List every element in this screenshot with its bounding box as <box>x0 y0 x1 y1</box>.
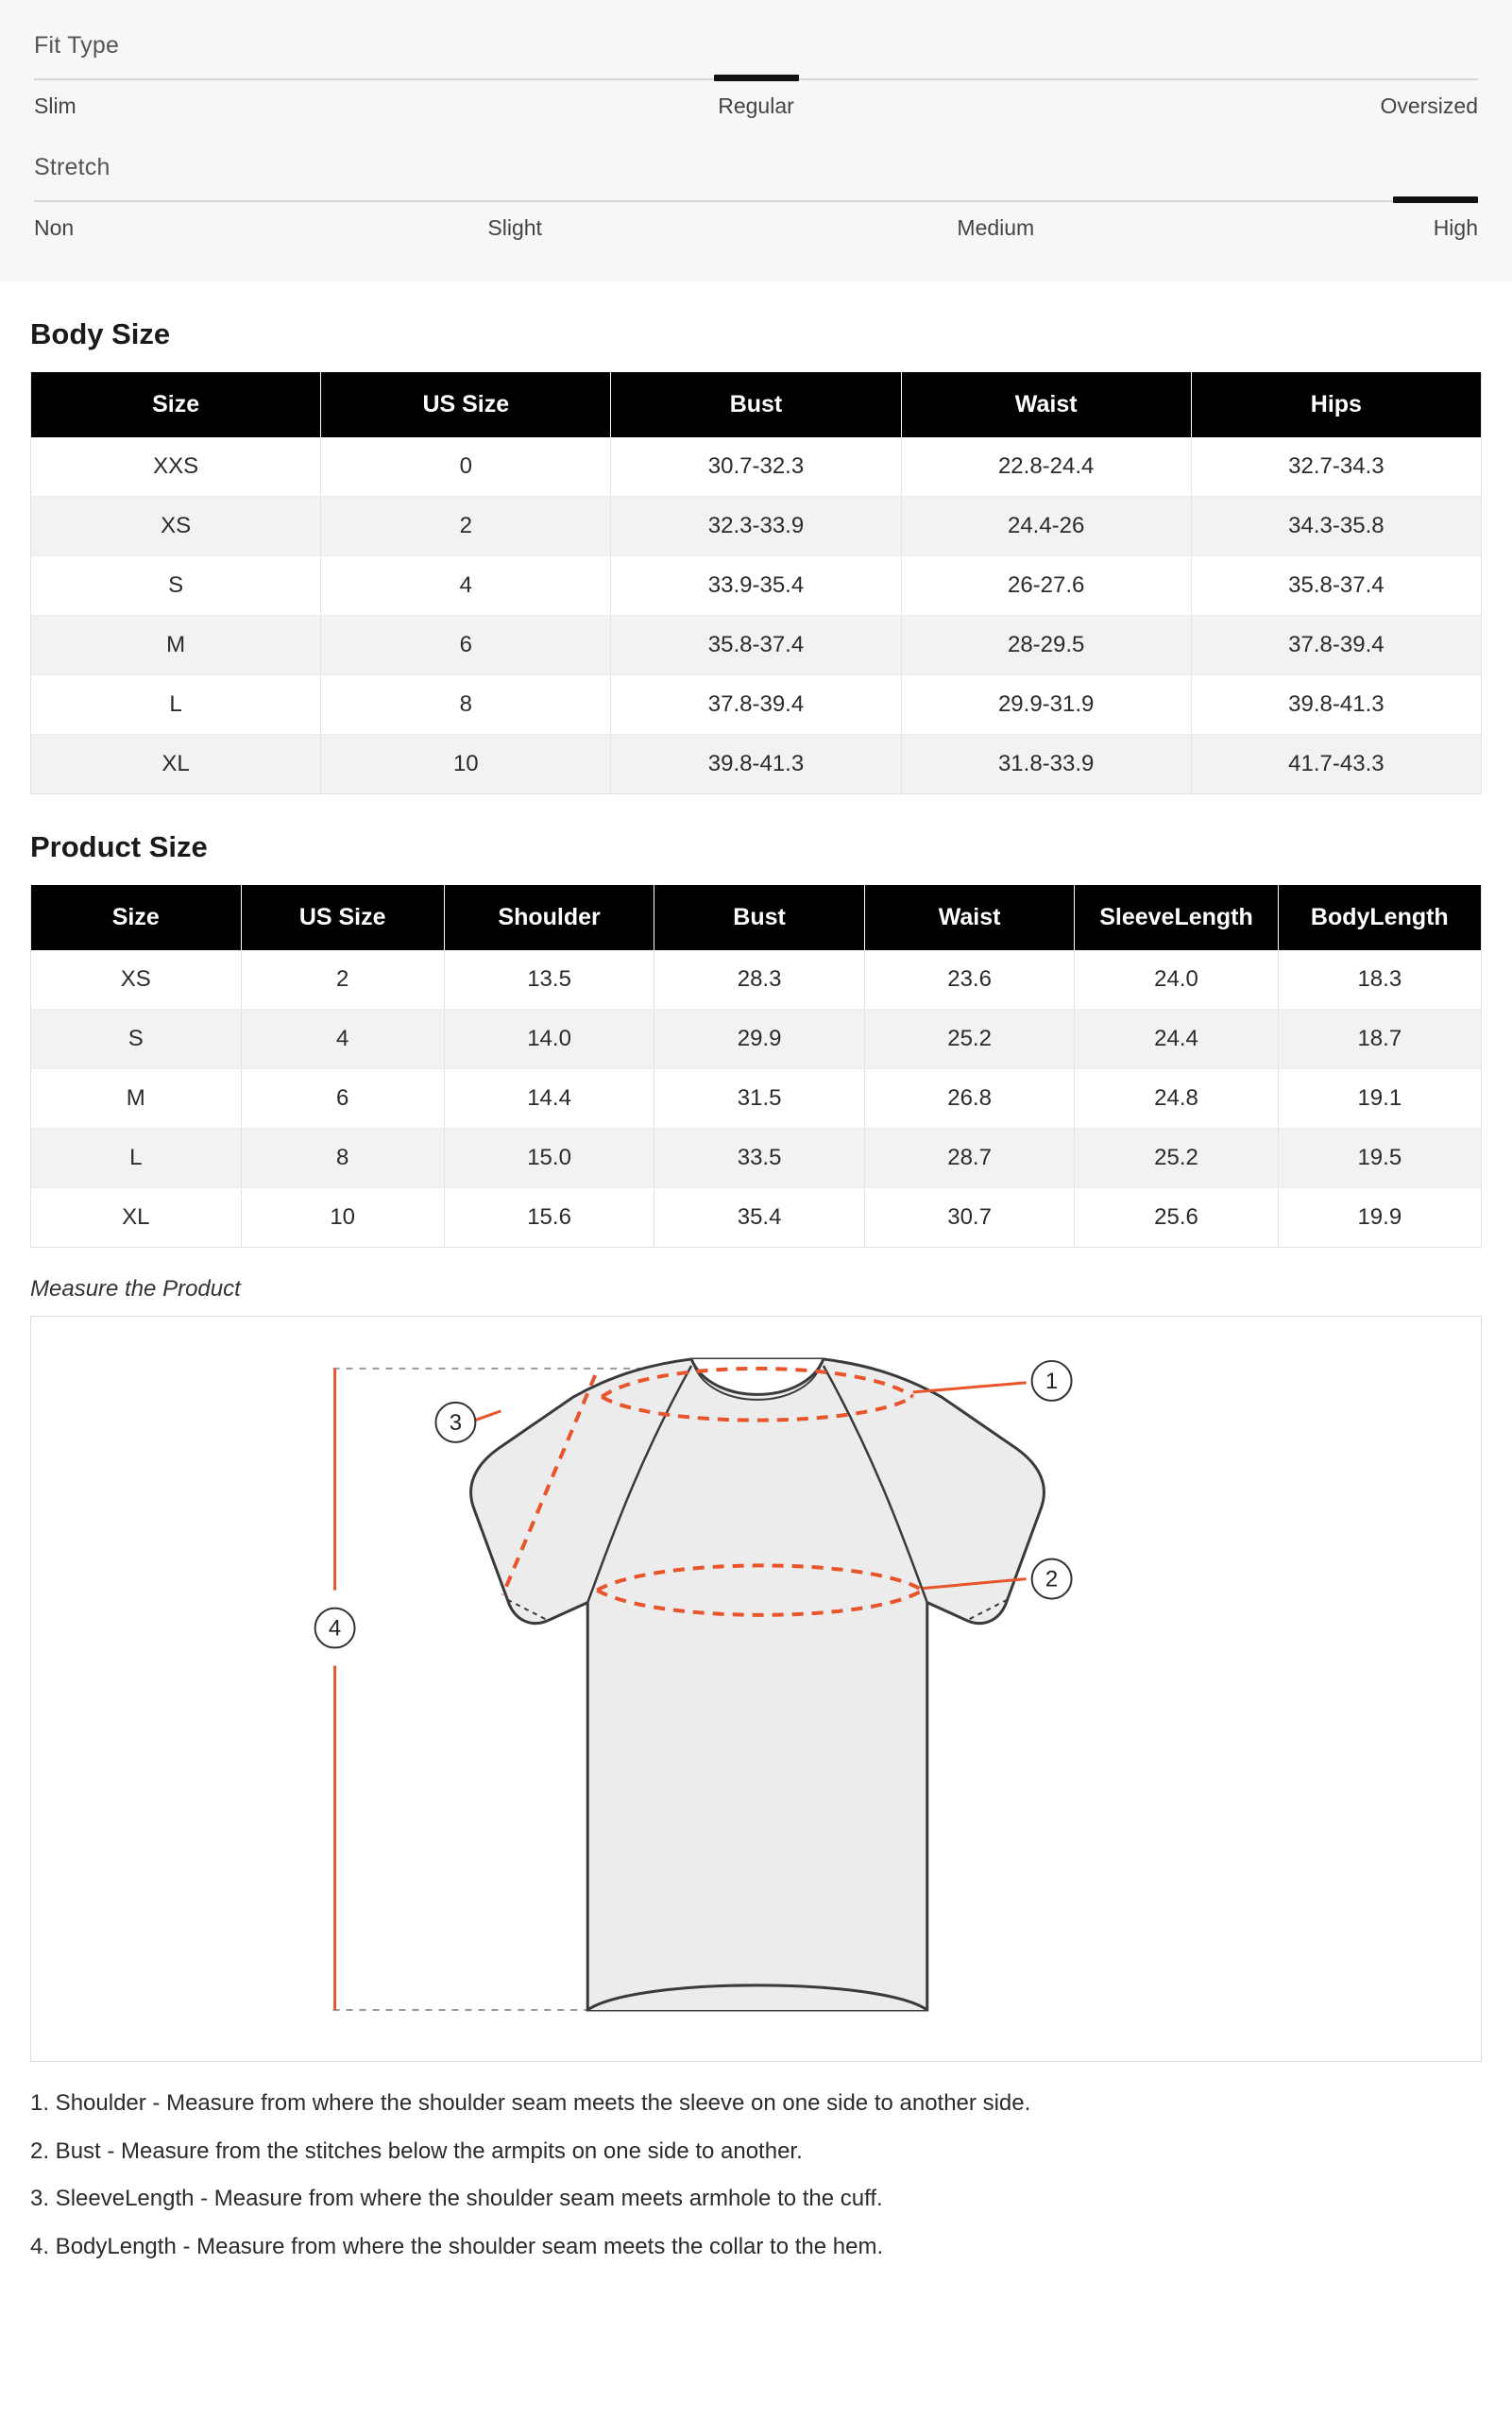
table-cell: M <box>31 1068 241 1128</box>
fit-type-track[interactable] <box>34 78 1478 80</box>
column-header: Bust <box>654 885 865 950</box>
table-row <box>31 950 1481 1010</box>
body-size-table <box>31 372 1481 793</box>
table-cell: XS <box>31 496 321 555</box>
fit-type-labels <box>34 94 1478 133</box>
table-cell: 14.0 <box>444 1009 654 1068</box>
stretch-title: Stretch <box>34 154 110 180</box>
table-cell: 37.8-39.4 <box>1191 615 1481 674</box>
table-cell: 6 <box>321 615 611 674</box>
table-row <box>31 1187 1481 1247</box>
fit-type-marker <box>714 75 799 81</box>
table-cell: 24.4-26 <box>901 496 1191 555</box>
product-size-table-wrap <box>30 885 1482 1248</box>
table-cell: XXS <box>31 437 321 497</box>
table-row <box>31 437 1481 497</box>
table-cell: 8 <box>321 674 611 734</box>
column-header: Size <box>31 372 321 437</box>
table-cell: 19.9 <box>1278 1187 1481 1247</box>
table-header-row <box>31 372 1481 437</box>
table-cell: 33.9-35.4 <box>611 555 901 615</box>
table-cell: 23.6 <box>864 950 1075 1010</box>
stretch-label-high: High <box>1433 215 1478 240</box>
table-cell: 33.5 <box>654 1128 865 1187</box>
table-row <box>31 496 1481 555</box>
table-cell: 10 <box>241 1187 444 1247</box>
table-row <box>31 615 1481 674</box>
measurement-diagram <box>30 1316 1482 2063</box>
table-cell: 4 <box>241 1009 444 1068</box>
table-cell: S <box>31 1009 241 1068</box>
table-cell: 39.8-41.3 <box>1191 674 1481 734</box>
table-cell: 29.9 <box>654 1009 865 1068</box>
table-cell: L <box>31 674 321 734</box>
svg-text:3: 3 <box>449 1409 463 1436</box>
column-header: Bust <box>611 372 901 437</box>
tshirt-diagram-svg <box>31 1317 1481 2062</box>
table-cell: 35.4 <box>654 1187 865 1247</box>
table-cell: 13.5 <box>444 950 654 1010</box>
product-size-tbody <box>31 950 1481 1247</box>
table-cell: 24.8 <box>1075 1068 1278 1128</box>
table-cell: L <box>31 1128 241 1187</box>
table-row <box>31 555 1481 615</box>
table-cell: 28-29.5 <box>901 615 1191 674</box>
table-cell: 6 <box>241 1068 444 1128</box>
body-size-tbody <box>31 437 1481 793</box>
table-cell: XL <box>31 734 321 793</box>
table-cell: 30.7 <box>864 1187 1075 1247</box>
table-cell: 31.5 <box>654 1068 865 1128</box>
table-cell: XS <box>31 950 241 1010</box>
column-header: Waist <box>864 885 1075 950</box>
column-header: BodyLength <box>1278 885 1481 950</box>
table-cell: M <box>31 615 321 674</box>
measure-notes <box>30 2088 1482 2262</box>
table-cell: 26.8 <box>864 1068 1075 1128</box>
svg-text:2: 2 <box>1045 1566 1059 1592</box>
table-cell: 14.4 <box>444 1068 654 1128</box>
column-header: Hips <box>1191 372 1481 437</box>
stretch-marker <box>1393 196 1478 203</box>
table-cell: 4 <box>321 555 611 615</box>
fit-type-label-oversized: Oversized <box>1380 94 1478 118</box>
body-size-table-wrap <box>30 372 1482 794</box>
note-sleeve-length: 3. SleeveLength - Measure from where the shoulder seam meets armhole to the cuff. <box>30 2186 883 2212</box>
stretch-label-slight: Slight <box>487 215 542 240</box>
measure-caption: Measure the Product <box>30 1275 241 1302</box>
table-cell: 15.0 <box>444 1128 654 1187</box>
table-cell: 25.6 <box>1075 1187 1278 1247</box>
table-cell: 18.7 <box>1278 1009 1481 1068</box>
table-cell: 28.3 <box>654 950 865 1010</box>
body-size-title: Body Size <box>30 317 171 350</box>
column-header: US Size <box>241 885 444 950</box>
fit-type-title: Fit Type <box>34 32 120 59</box>
table-cell: 18.3 <box>1278 950 1481 1010</box>
stretch-label-medium: Medium <box>957 215 1035 240</box>
table-cell: 37.8-39.4 <box>611 674 901 734</box>
table-cell: 28.7 <box>864 1128 1075 1187</box>
table-row <box>31 1128 1481 1187</box>
stretch-track[interactable] <box>34 200 1478 202</box>
note-shoulder: 1. Shoulder - Measure from where the shoulder seam meets the sleeve on one side to another side. <box>30 2090 1031 2117</box>
table-cell: S <box>31 555 321 615</box>
column-header: Shoulder <box>444 885 654 950</box>
table-cell: 35.8-37.4 <box>611 615 901 674</box>
table-cell: 30.7-32.3 <box>611 437 901 497</box>
table-cell: 22.8-24.4 <box>901 437 1191 497</box>
table-header-row <box>31 885 1481 950</box>
svg-text:1: 1 <box>1045 1368 1059 1394</box>
fit-meters <box>0 0 1512 281</box>
table-row <box>31 674 1481 734</box>
table-cell: 32.7-34.3 <box>1191 437 1481 497</box>
column-header: Size <box>31 885 241 950</box>
table-row <box>31 734 1481 793</box>
table-cell: 0 <box>321 437 611 497</box>
product-size-table <box>31 885 1481 1247</box>
table-cell: 25.2 <box>1075 1128 1278 1187</box>
column-header: Waist <box>901 372 1191 437</box>
table-cell: 41.7-43.3 <box>1191 734 1481 793</box>
table-cell: 29.9-31.9 <box>901 674 1191 734</box>
table-cell: 24.4 <box>1075 1009 1278 1068</box>
stretch-meter <box>34 154 1478 255</box>
fit-type-label-slim: Slim <box>34 94 76 118</box>
table-cell: 24.0 <box>1075 950 1278 1010</box>
stretch-labels <box>34 215 1478 255</box>
stretch-label-non: Non <box>34 215 75 240</box>
table-cell: 35.8-37.4 <box>1191 555 1481 615</box>
fit-type-meter <box>34 32 1478 133</box>
product-size-title: Product Size <box>30 829 208 863</box>
table-cell: XL <box>31 1187 241 1247</box>
product-size-thead <box>31 885 1481 950</box>
table-cell: 2 <box>241 950 444 1010</box>
table-cell: 32.3-33.9 <box>611 496 901 555</box>
table-cell: 19.5 <box>1278 1128 1481 1187</box>
table-cell: 10 <box>321 734 611 793</box>
body-size-thead <box>31 372 1481 437</box>
table-cell: 19.1 <box>1278 1068 1481 1128</box>
table-row <box>31 1009 1481 1068</box>
column-header: SleeveLength <box>1075 885 1278 950</box>
table-cell: 39.8-41.3 <box>611 734 901 793</box>
table-cell: 26-27.6 <box>901 555 1191 615</box>
table-cell: 25.2 <box>864 1009 1075 1068</box>
table-cell: 2 <box>321 496 611 555</box>
table-cell: 34.3-35.8 <box>1191 496 1481 555</box>
table-cell: 8 <box>241 1128 444 1187</box>
table-cell: 15.6 <box>444 1187 654 1247</box>
table-row <box>31 1068 1481 1128</box>
svg-text:4: 4 <box>328 1615 342 1642</box>
column-header: US Size <box>321 372 611 437</box>
note-body-length: 4. BodyLength - Measure from where the shoulder seam meets the collar to the hem. <box>30 2233 884 2259</box>
table-cell: 31.8-33.9 <box>901 734 1191 793</box>
fit-type-label-regular: Regular <box>718 94 794 118</box>
note-bust: 2. Bust - Measure from the stitches below the armpits on one side to another. <box>30 2137 803 2164</box>
